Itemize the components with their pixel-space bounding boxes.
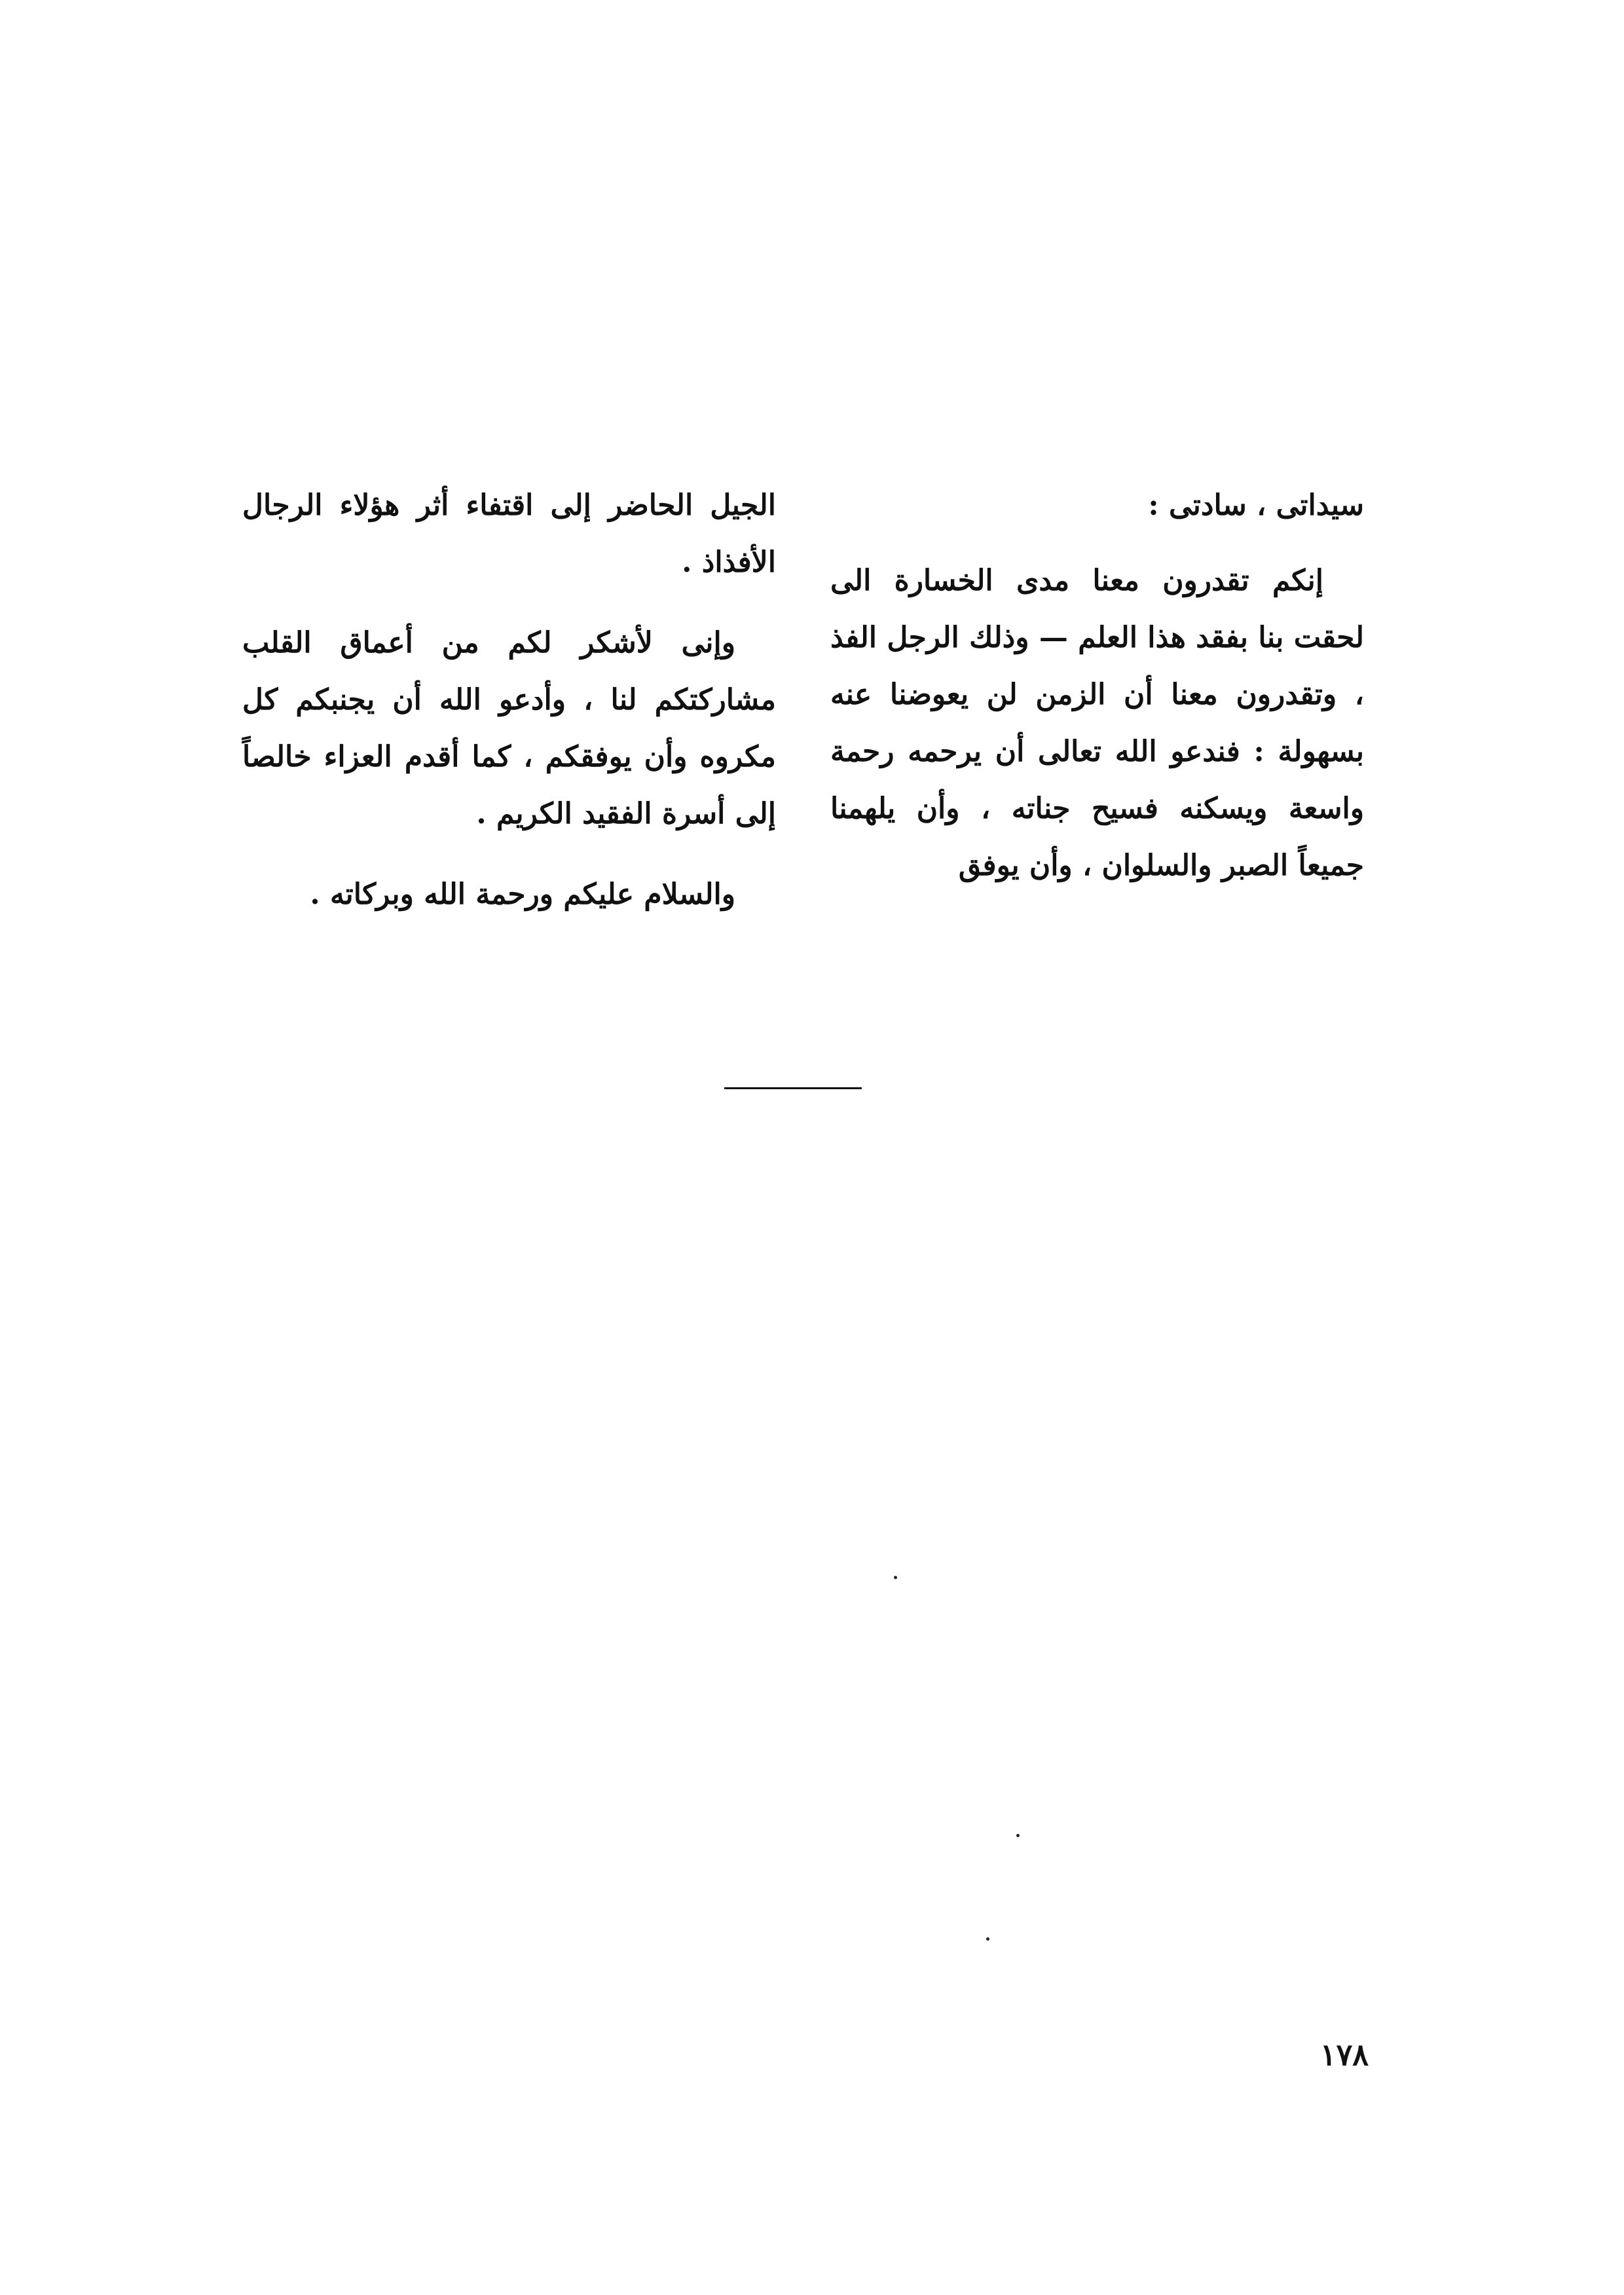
continuation-paragraph: الجيل الحاضر إلى اقتفاء أثر هؤلاء الرجال الأفذاذ . — [242, 489, 776, 579]
scan-speck — [894, 1576, 897, 1579]
scan-speck — [986, 1937, 989, 1941]
condolence-paragraph: إنكم تقدرون معنا مدى الخسارة الى لحقت بنا بفقد هذا العلم — وذلك الرجل الفذ ، وتقدرون معنا أن الزمن لن يعوضنا عنه بسهولة : فندعو الله تعالى أن يرحمه رحمة واسعة ويسكنه فسيح جناته ، وأن يلهمنا جميعاً الصبر والسلوان ، وأن يوفق — [830, 564, 1364, 882]
scan-speck — [1016, 1834, 1020, 1837]
left-text-column — [242, 477, 776, 923]
thanks-paragraph: وإنى لأشكر لكم من أعماق القلب مشاركتكم لنا ، وأدعو الله أن يجنبكم كل مكروه وأن يوفقكم ، كما أقدم العزاء خالصاً إلى أسرة الفقيد الكريم . — [242, 626, 776, 830]
section-divider — [724, 1087, 862, 1089]
page-number: ١٧٨ — [1320, 2037, 1369, 2072]
salutation: سيداتى ، سادتى : — [1148, 489, 1364, 522]
right-text-column — [830, 477, 1364, 894]
closing-line: والسلام عليكم ورحمة الله وبركاته . — [310, 878, 735, 911]
